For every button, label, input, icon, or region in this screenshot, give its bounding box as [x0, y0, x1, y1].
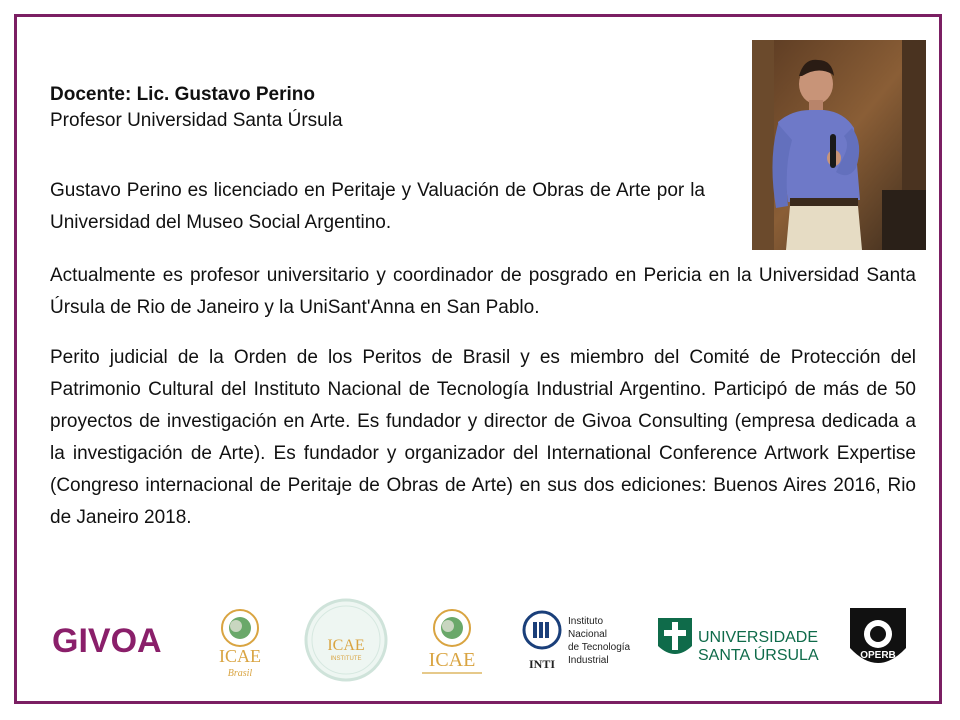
- bio-paragraph-2: Actualmente es profesor universitario y coordinador de posgrado en Pericia en la Universidad Santa Úrsula de Rio de Janeiro y la UniSant'Anna en San Pablo.: [50, 265, 916, 318]
- logo-strip: [40, 596, 920, 686]
- usu-line-2: SANTA ÚRSULA: [698, 647, 819, 664]
- bio-paragraph-3: Perito judicial de la Orden de los Peritos de Brasil y es miembro del Comité de Protección del Patrimonio Cultural del Instituto Nacional de Tecnología Industrial Argentino. Participó de más de 50 proyectos de investigación en Arte. Es fundador y director de Givoa Consulting (empresa dedicada a la investigación de Arte). Es fundador y organizador del International Conference Artwork Expertise (Congreso internacional de Peritaje de Obras de Arte) en sus dos ediciones: Buenos Aires 2016, Rio de Janeiro 2018.: [50, 347, 916, 528]
- header: [50, 82, 343, 134]
- inti-logo: [518, 596, 638, 686]
- teacher-position: Profesor Universidad Santa Úrsula: [50, 110, 343, 131]
- icae-institute-logo: [302, 596, 390, 686]
- bio-paragraph-1: Gustavo Perino es licenciado en Peritaje y Valuación de Obras de Arte por la Universidad del Museo Social Argentino.: [50, 180, 705, 233]
- inti-line-3: de Tecnología: [568, 642, 631, 653]
- icae-brasil-sub: Brasil: [227, 668, 253, 679]
- inti-line-1: Instituto: [568, 616, 604, 627]
- usu-logo: [650, 596, 830, 686]
- inti-line-2: Nacional: [568, 629, 607, 640]
- icae-logo: [410, 596, 494, 686]
- operb-text: OPERB: [860, 650, 896, 661]
- usu-line-1: UNIVERSIDADE: [698, 629, 819, 646]
- givoa-text: GIVOA: [52, 622, 162, 660]
- icae-institute-title: ICAE: [327, 637, 365, 654]
- icae-institute-sub: INSTITUTE: [330, 656, 362, 662]
- teacher-photo: [752, 40, 926, 250]
- inti-line-4: Industrial: [568, 655, 609, 666]
- givoa-logo: [50, 596, 180, 686]
- icae-brasil-logo: [200, 596, 280, 686]
- icae-title: ICAE: [428, 649, 476, 671]
- teacher-name: Docente: Lic. Gustavo Perino: [50, 84, 315, 105]
- operb-logo: [840, 596, 920, 686]
- icae-brasil-title: ICAE: [219, 646, 261, 666]
- inti-short: INTI: [528, 657, 556, 671]
